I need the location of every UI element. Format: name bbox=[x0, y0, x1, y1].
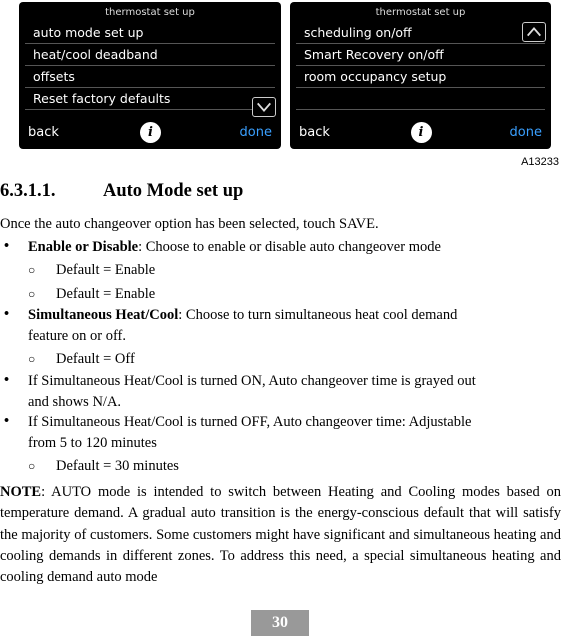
done-button[interactable]: done bbox=[509, 125, 542, 140]
bullet-marker: • bbox=[4, 306, 10, 322]
bullet-marker: • bbox=[4, 372, 10, 388]
done-button[interactable]: done bbox=[239, 125, 272, 140]
menu-list bbox=[296, 22, 545, 110]
menu-item-auto-mode-set-up[interactable]: auto mode set up bbox=[25, 22, 275, 44]
bullet-text-continued: and shows N/A. bbox=[28, 394, 122, 410]
scroll-down-button[interactable] bbox=[252, 97, 276, 117]
screen-title: thermostat set up bbox=[105, 7, 195, 18]
menu-list bbox=[25, 22, 275, 110]
sub-bullet-marker: ○ bbox=[28, 352, 36, 366]
sub-bullet-marker: ○ bbox=[28, 459, 36, 473]
screen-title: thermostat set up bbox=[375, 7, 466, 18]
section-title: Auto Mode set up bbox=[103, 181, 244, 201]
bullet-label: Enable or Disable bbox=[28, 239, 139, 255]
page-number: 30 bbox=[251, 610, 309, 636]
screen-bottom-bar bbox=[290, 119, 551, 149]
sub-bullet-text: Default = Enable bbox=[56, 262, 156, 278]
bullet-text: If Simultaneous Heat/Cool is turned OFF, Auto changeover time: Adjustable bbox=[28, 414, 472, 430]
bullet-text: : Choose to turn simultaneous heat cool demand bbox=[178, 307, 458, 323]
menu-item-scheduling-on-off[interactable]: scheduling on/off bbox=[296, 22, 545, 44]
info-icon[interactable]: i bbox=[140, 122, 161, 143]
bullet-text: If Simultaneous Heat/Cool is turned ON, Auto changeover time is grayed out bbox=[28, 373, 476, 389]
bullet-simultaneous-heat-cool bbox=[28, 307, 457, 324]
menu-item-smart-recovery-on-off[interactable]: Smart Recovery on/off bbox=[296, 44, 545, 66]
bullet-text: : Choose to enable or disable auto changeover mode bbox=[138, 239, 441, 255]
chevron-up-icon bbox=[523, 23, 545, 41]
scroll-up-button[interactable] bbox=[522, 22, 546, 42]
bullet-marker: • bbox=[4, 238, 10, 254]
section-number: 6.3.1.1. bbox=[0, 181, 56, 201]
sub-bullet-text: Default = Off bbox=[56, 351, 135, 367]
bullet-label: Simultaneous Heat/Cool bbox=[28, 307, 179, 323]
back-button[interactable]: back bbox=[299, 125, 330, 140]
thermostat-screen-right bbox=[290, 2, 551, 149]
intro-text: Once the auto changeover option has been selected, touch SAVE. bbox=[0, 216, 379, 232]
menu-item-reset-factory-defaults[interactable]: Reset factory defaults bbox=[25, 88, 275, 110]
menu-item-empty bbox=[296, 88, 545, 110]
sub-bullet-marker: ○ bbox=[28, 287, 36, 301]
bullet-marker: • bbox=[4, 413, 10, 429]
menu-item-heat-cool-deadband[interactable]: heat/cool deadband bbox=[25, 44, 275, 66]
note-text: : AUTO mode is intended to switch between Heating and Cooling modes based on temperature demand. A gradual auto transition is the energy-conscious default that will satisfy the majority of customers. Some customers might have significant and simultaneous heating and cooling demands in different zones. To address this need, a special simultaneous heating and cooling demand auto mode bbox=[0, 484, 561, 586]
menu-item-offsets[interactable]: offsets bbox=[25, 66, 275, 88]
section-heading bbox=[0, 181, 243, 202]
chevron-down-icon bbox=[253, 98, 275, 116]
screen-bottom-bar bbox=[19, 119, 281, 149]
menu-item-room-occupancy-setup[interactable]: room occupancy setup bbox=[296, 66, 545, 88]
info-icon[interactable]: i bbox=[411, 122, 432, 143]
note-label: NOTE bbox=[0, 484, 42, 500]
sub-bullet-text: Default = 30 minutes bbox=[56, 458, 179, 474]
bullet-enable-disable bbox=[28, 239, 441, 256]
bullet-text-continued: from 5 to 120 minutes bbox=[28, 435, 157, 451]
bullet-text-continued: feature on or off. bbox=[28, 328, 126, 344]
sub-bullet-marker: ○ bbox=[28, 263, 36, 277]
figure-id: A13233 bbox=[521, 156, 559, 168]
thermostat-screen-left bbox=[19, 2, 281, 149]
sub-bullet-text: Default = Enable bbox=[56, 286, 156, 302]
back-button[interactable]: back bbox=[28, 125, 59, 140]
note-paragraph bbox=[0, 482, 561, 588]
